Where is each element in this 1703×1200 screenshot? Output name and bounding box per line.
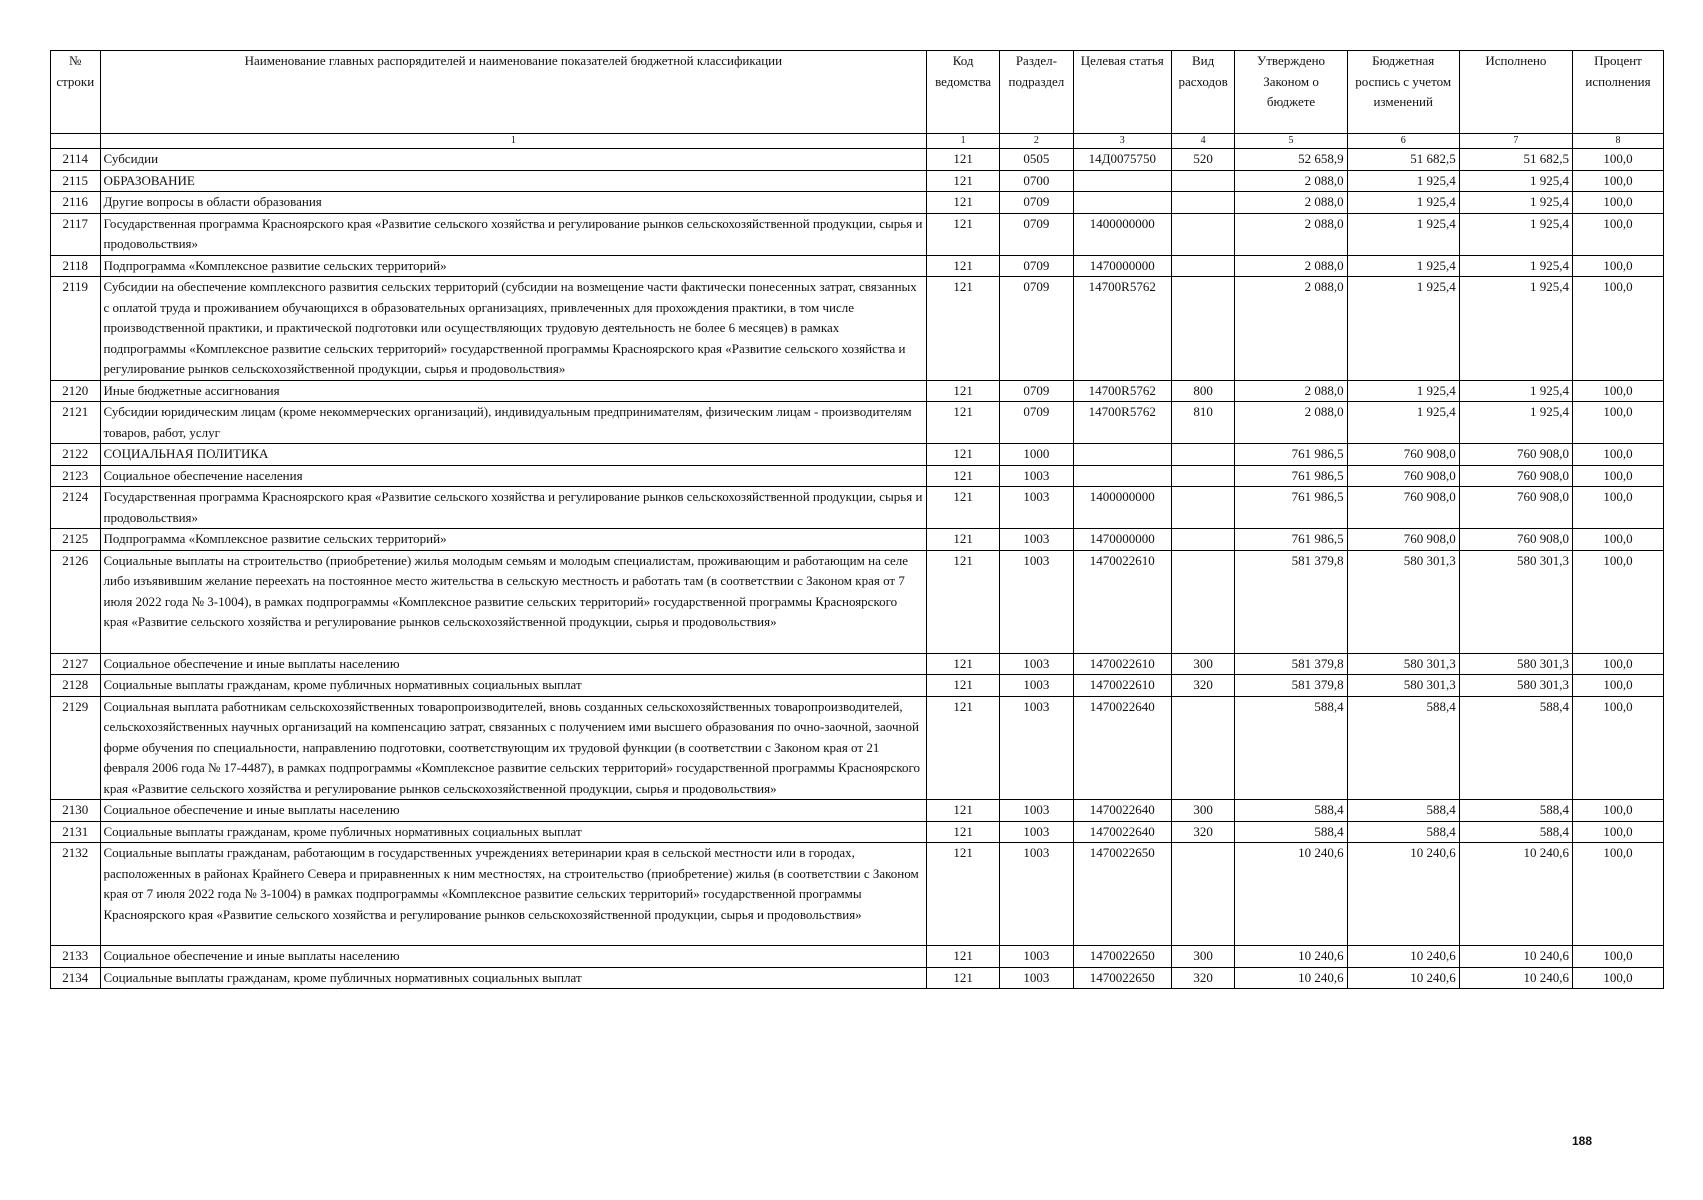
column-number: 1 [100, 134, 927, 149]
approved-amount-cell: 2 088,0 [1235, 402, 1347, 444]
executed-amount-cell: 1 925,4 [1459, 402, 1572, 444]
schedule-amount-cell: 1 925,4 [1347, 402, 1459, 444]
schedule-amount-cell: 1 925,4 [1347, 380, 1459, 402]
schedule-amount-cell: 1 925,4 [1347, 277, 1459, 381]
target-article-cell: 1400000000 [1073, 213, 1171, 255]
executed-amount-cell: 1 925,4 [1459, 213, 1572, 255]
executed-amount-cell: 588,4 [1459, 696, 1572, 800]
schedule-amount-cell: 760 908,0 [1347, 444, 1459, 466]
name-cell: Социальное обеспечение и иные выплаты населению [100, 653, 927, 675]
executed-amount-cell: 580 301,3 [1459, 550, 1572, 653]
section-code-cell: 1003 [999, 550, 1073, 653]
section-code-cell: 1003 [999, 696, 1073, 800]
header-approved: Утверждено Законом о бюджете [1235, 51, 1347, 134]
percent-cell: 100,0 [1572, 277, 1663, 381]
table-body [51, 149, 1664, 989]
column-number: 5 [1235, 134, 1347, 149]
expense-type-cell [1171, 192, 1235, 214]
expense-type-cell: 320 [1171, 821, 1235, 843]
target-article-cell [1073, 465, 1171, 487]
percent-cell: 100,0 [1572, 444, 1663, 466]
target-article-cell: 1470022650 [1073, 843, 1171, 946]
schedule-amount-cell: 1 925,4 [1347, 192, 1459, 214]
expense-type-cell: 300 [1171, 946, 1235, 968]
executed-amount-cell: 760 908,0 [1459, 487, 1572, 529]
department-code-cell: 121 [927, 821, 1000, 843]
department-code-cell: 121 [927, 487, 1000, 529]
name-cell: Социальное обеспечение и иные выплаты населению [100, 800, 927, 822]
approved-amount-cell: 761 986,5 [1235, 465, 1347, 487]
approved-amount-cell: 761 986,5 [1235, 487, 1347, 529]
name-cell: Социальная выплата работникам сельскохозяйственных товаропроизводителей, вновь созданных сельскохозяйственных товаропроизводителей, сельскохозяйственных научных организаций на компенсацию затрат, связанных с получением ими высшего образования по очно-заочной, заочной форме обучения по специальности, направлению подготовки, соответствующим их трудовой функции (в соответствии с Законом края от 21 февраля 2006 года № 17-4487), в рамках подпрограммы «Комплексное развитие сельских территорий» государственной программы Красноярского края «Развитие сельского хозяйства и регулирование рынков сельскохозяйственной продукции, сырья и продовольствия» [100, 696, 927, 800]
percent-cell: 100,0 [1572, 402, 1663, 444]
name-cell: Подпрограмма «Комплексное развитие сельских территорий» [100, 255, 927, 277]
expense-type-cell: 320 [1171, 675, 1235, 697]
executed-amount-cell: 10 240,6 [1459, 843, 1572, 946]
name-cell: Социальное обеспечение и иные выплаты населению [100, 946, 927, 968]
section-code-cell: 1003 [999, 653, 1073, 675]
expense-type-cell: 810 [1171, 402, 1235, 444]
expense-type-cell [1171, 255, 1235, 277]
header-department-code: Код ведомства [927, 51, 1000, 134]
column-number: 1 [927, 134, 1000, 149]
target-article-cell: 1470000000 [1073, 255, 1171, 277]
expense-type-cell [1171, 550, 1235, 653]
approved-amount-cell: 2 088,0 [1235, 192, 1347, 214]
executed-amount-cell: 588,4 [1459, 800, 1572, 822]
table-row [51, 967, 1664, 989]
row-number-cell: 2115 [51, 170, 101, 192]
department-code-cell: 121 [927, 277, 1000, 381]
header-expense-type: Вид расходов [1171, 51, 1235, 134]
percent-cell: 100,0 [1572, 213, 1663, 255]
department-code-cell: 121 [927, 213, 1000, 255]
expense-type-cell: 300 [1171, 653, 1235, 675]
row-number-cell: 2120 [51, 380, 101, 402]
section-code-cell: 1003 [999, 821, 1073, 843]
section-code-cell: 1003 [999, 946, 1073, 968]
section-code-cell: 0709 [999, 192, 1073, 214]
target-article-cell: 14Д0075750 [1073, 149, 1171, 171]
approved-amount-cell: 761 986,5 [1235, 444, 1347, 466]
expense-type-cell: 520 [1171, 149, 1235, 171]
name-cell: Социальное обеспечение населения [100, 465, 927, 487]
percent-cell: 100,0 [1572, 487, 1663, 529]
expense-type-cell: 300 [1171, 800, 1235, 822]
department-code-cell: 121 [927, 465, 1000, 487]
column-number [51, 134, 101, 149]
expense-type-cell: 800 [1171, 380, 1235, 402]
header-name: Наименование главных распорядителей и наименование показателей бюджетной классификации [100, 51, 927, 134]
target-article-cell: 14700R5762 [1073, 380, 1171, 402]
schedule-amount-cell: 580 301,3 [1347, 653, 1459, 675]
schedule-amount-cell: 760 908,0 [1347, 487, 1459, 529]
department-code-cell: 121 [927, 192, 1000, 214]
name-cell: Иные бюджетные ассигнования [100, 380, 927, 402]
expense-type-cell [1171, 529, 1235, 551]
table-row [51, 277, 1664, 381]
schedule-amount-cell: 10 240,6 [1347, 967, 1459, 989]
column-number: 8 [1572, 134, 1663, 149]
target-article-cell: 1470022610 [1073, 675, 1171, 697]
percent-cell: 100,0 [1572, 843, 1663, 946]
row-number-cell: 2133 [51, 946, 101, 968]
row-number-cell: 2127 [51, 653, 101, 675]
percent-cell: 100,0 [1572, 465, 1663, 487]
executed-amount-cell: 1 925,4 [1459, 192, 1572, 214]
executed-amount-cell: 1 925,4 [1459, 277, 1572, 381]
column-number: 3 [1073, 134, 1171, 149]
executed-amount-cell: 10 240,6 [1459, 946, 1572, 968]
table-row [51, 843, 1664, 946]
section-code-cell: 0709 [999, 255, 1073, 277]
approved-amount-cell: 2 088,0 [1235, 380, 1347, 402]
table-row [51, 213, 1664, 255]
row-number-cell: 2114 [51, 149, 101, 171]
department-code-cell: 121 [927, 550, 1000, 653]
budget-document [50, 50, 1664, 989]
name-cell: Социальные выплаты гражданам, работающим в государственных учреждениях ветеринарии края в сельской местности или в городах, расположенных в районах Крайнего Севера и приравненных к ним местностях, на строительство (приобретение) жилья (в соответствии с Законом края от 7 июля 2022 года № 3-1004) в рамках подпрограммы «Комплексное развитие сельских территорий» государственной программы Красноярского края «Развитие сельского хозяйства и регулирование рынков сельскохозяйственной продукции, сырья и продовольствия» [100, 843, 927, 946]
table-row [51, 192, 1664, 214]
header-percent: Процент исполнения [1572, 51, 1663, 134]
schedule-amount-cell: 1 925,4 [1347, 213, 1459, 255]
section-code-cell: 1003 [999, 675, 1073, 697]
executed-amount-cell: 760 908,0 [1459, 444, 1572, 466]
department-code-cell: 121 [927, 380, 1000, 402]
target-article-cell [1073, 192, 1171, 214]
percent-cell: 100,0 [1572, 821, 1663, 843]
target-article-cell: 1470022650 [1073, 946, 1171, 968]
department-code-cell: 121 [927, 696, 1000, 800]
department-code-cell: 121 [927, 843, 1000, 946]
section-code-cell: 1000 [999, 444, 1073, 466]
target-article-cell: 1470022640 [1073, 800, 1171, 822]
name-cell: Социальные выплаты гражданам, кроме публичных нормативных социальных выплат [100, 967, 927, 989]
row-number-cell: 2119 [51, 277, 101, 381]
column-number: 4 [1171, 134, 1235, 149]
expense-type-cell: 320 [1171, 967, 1235, 989]
department-code-cell: 121 [927, 255, 1000, 277]
approved-amount-cell: 581 379,8 [1235, 550, 1347, 653]
table-row [51, 550, 1664, 653]
schedule-amount-cell: 580 301,3 [1347, 550, 1459, 653]
row-number-cell: 2134 [51, 967, 101, 989]
section-code-cell: 0505 [999, 149, 1073, 171]
table-row [51, 255, 1664, 277]
section-code-cell: 0700 [999, 170, 1073, 192]
table-row [51, 149, 1664, 171]
executed-amount-cell: 1 925,4 [1459, 255, 1572, 277]
expense-type-cell [1171, 213, 1235, 255]
section-code-cell: 1003 [999, 487, 1073, 529]
approved-amount-cell: 581 379,8 [1235, 653, 1347, 675]
section-code-cell: 1003 [999, 967, 1073, 989]
table-row [51, 696, 1664, 800]
section-code-cell: 1003 [999, 800, 1073, 822]
header-target-article: Целевая статья [1073, 51, 1171, 134]
expense-type-cell [1171, 465, 1235, 487]
target-article-cell: 1470022610 [1073, 653, 1171, 675]
schedule-amount-cell: 588,4 [1347, 821, 1459, 843]
department-code-cell: 121 [927, 675, 1000, 697]
name-cell: Субсидии на обеспечение комплексного развития сельских территорий (субсидии на возмещение части фактически понесенных затрат, связанных с оплатой труда и проживанием обучающихся в образовательных организациях, привлеченных для прохождения практики, в том числе производственной практики, и практической подготовки или осуществляющих трудовую деятельность не более 6 месяцев) в рамках подпрограммы «Комплексное развитие сельских территорий» государственной программы Красноярского края «Развитие сельского хозяйства и регулирование рынков сельскохозяйственной продукции, сырья и продовольствия» [100, 277, 927, 381]
approved-amount-cell: 2 088,0 [1235, 277, 1347, 381]
department-code-cell: 121 [927, 149, 1000, 171]
percent-cell: 100,0 [1572, 653, 1663, 675]
expense-type-cell [1171, 696, 1235, 800]
percent-cell: 100,0 [1572, 967, 1663, 989]
approved-amount-cell: 10 240,6 [1235, 967, 1347, 989]
target-article-cell [1073, 170, 1171, 192]
executed-amount-cell: 1 925,4 [1459, 380, 1572, 402]
table-row [51, 444, 1664, 466]
row-number-cell: 2129 [51, 696, 101, 800]
section-code-cell: 0709 [999, 402, 1073, 444]
section-code-cell: 1003 [999, 465, 1073, 487]
schedule-amount-cell: 580 301,3 [1347, 675, 1459, 697]
schedule-amount-cell: 51 682,5 [1347, 149, 1459, 171]
approved-amount-cell: 2 088,0 [1235, 170, 1347, 192]
table-row [51, 675, 1664, 697]
executed-amount-cell: 10 240,6 [1459, 967, 1572, 989]
schedule-amount-cell: 10 240,6 [1347, 946, 1459, 968]
percent-cell: 100,0 [1572, 380, 1663, 402]
target-article-cell: 1470000000 [1073, 529, 1171, 551]
schedule-amount-cell: 588,4 [1347, 696, 1459, 800]
target-article-cell: 14700R5762 [1073, 402, 1171, 444]
table-row [51, 946, 1664, 968]
executed-amount-cell: 1 925,4 [1459, 170, 1572, 192]
row-number-cell: 2126 [51, 550, 101, 653]
department-code-cell: 121 [927, 946, 1000, 968]
executed-amount-cell: 760 908,0 [1459, 465, 1572, 487]
percent-cell: 100,0 [1572, 149, 1663, 171]
name-cell: Другие вопросы в области образования [100, 192, 927, 214]
row-number-cell: 2116 [51, 192, 101, 214]
header-budget-schedule: Бюджетная роспись с учетом изменений [1347, 51, 1459, 134]
percent-cell: 100,0 [1572, 675, 1663, 697]
section-code-cell: 1003 [999, 529, 1073, 551]
header-row-number: № строки [51, 51, 101, 134]
approved-amount-cell: 2 088,0 [1235, 255, 1347, 277]
section-code-cell: 0709 [999, 277, 1073, 381]
expense-type-cell [1171, 277, 1235, 381]
target-article-cell: 1470022640 [1073, 696, 1171, 800]
row-number-cell: 2131 [51, 821, 101, 843]
executed-amount-cell: 760 908,0 [1459, 529, 1572, 551]
name-cell: Государственная программа Красноярского края «Развитие сельского хозяйства и регулирование рынков сельскохозяйственной продукции, сырья и продовольствия» [100, 213, 927, 255]
department-code-cell: 121 [927, 444, 1000, 466]
department-code-cell: 121 [927, 529, 1000, 551]
row-number-cell: 2132 [51, 843, 101, 946]
schedule-amount-cell: 1 925,4 [1347, 170, 1459, 192]
table-row [51, 800, 1664, 822]
approved-amount-cell: 588,4 [1235, 821, 1347, 843]
name-cell: Социальные выплаты гражданам, кроме публичных нормативных социальных выплат [100, 821, 927, 843]
table-row [51, 402, 1664, 444]
schedule-amount-cell: 760 908,0 [1347, 465, 1459, 487]
expense-type-cell [1171, 843, 1235, 946]
percent-cell: 100,0 [1572, 550, 1663, 653]
percent-cell: 100,0 [1572, 192, 1663, 214]
percent-cell: 100,0 [1572, 529, 1663, 551]
header-section: Раздел-подраздел [999, 51, 1073, 134]
target-article-cell [1073, 444, 1171, 466]
table-row [51, 529, 1664, 551]
table-row [51, 380, 1664, 402]
name-cell: ОБРАЗОВАНИЕ [100, 170, 927, 192]
department-code-cell: 121 [927, 653, 1000, 675]
row-number-cell: 2118 [51, 255, 101, 277]
name-cell: Субсидии [100, 149, 927, 171]
row-number-cell: 2122 [51, 444, 101, 466]
percent-cell: 100,0 [1572, 170, 1663, 192]
column-number: 7 [1459, 134, 1572, 149]
target-article-cell: 1470022640 [1073, 821, 1171, 843]
schedule-amount-cell: 10 240,6 [1347, 843, 1459, 946]
percent-cell: 100,0 [1572, 946, 1663, 968]
budget-table [50, 50, 1664, 989]
department-code-cell: 121 [927, 800, 1000, 822]
percent-cell: 100,0 [1572, 255, 1663, 277]
row-number-cell: 2124 [51, 487, 101, 529]
table-row [51, 170, 1664, 192]
name-cell: Подпрограмма «Комплексное развитие сельских территорий» [100, 529, 927, 551]
approved-amount-cell: 581 379,8 [1235, 675, 1347, 697]
row-number-cell: 2130 [51, 800, 101, 822]
table-row [51, 821, 1664, 843]
column-number: 2 [999, 134, 1073, 149]
target-article-cell: 1470022650 [1073, 967, 1171, 989]
approved-amount-cell: 10 240,6 [1235, 843, 1347, 946]
row-number-cell: 2125 [51, 529, 101, 551]
name-cell: Социальные выплаты на строительство (приобретение) жилья молодым семьям и молодым специалистам, проживающим и работающим на селе либо изъявившим желание переехать на постоянное место жительства в сельскую местность и работать там (в соответствии с Законом края от 7 июля 2022 года № 3-1004), в рамках подпрограммы «Комплексное развитие сельских территорий» государственной программы Красноярского края «Развитие сельского хозяйства и регулирование рынков сельскохозяйственной продукции, сырья и продовольствия» [100, 550, 927, 653]
department-code-cell: 121 [927, 402, 1000, 444]
expense-type-cell [1171, 444, 1235, 466]
table-row [51, 653, 1664, 675]
column-number: 6 [1347, 134, 1459, 149]
executed-amount-cell: 588,4 [1459, 821, 1572, 843]
approved-amount-cell: 10 240,6 [1235, 946, 1347, 968]
executed-amount-cell: 51 682,5 [1459, 149, 1572, 171]
schedule-amount-cell: 588,4 [1347, 800, 1459, 822]
name-cell: Субсидии юридическим лицам (кроме некоммерческих организаций), индивидуальным предпринимателям, физическим лицам - производителям товаров, работ, услуг [100, 402, 927, 444]
approved-amount-cell: 52 658,9 [1235, 149, 1347, 171]
schedule-amount-cell: 760 908,0 [1347, 529, 1459, 551]
row-number-cell: 2123 [51, 465, 101, 487]
executed-amount-cell: 580 301,3 [1459, 675, 1572, 697]
executed-amount-cell: 580 301,3 [1459, 653, 1572, 675]
row-number-cell: 2128 [51, 675, 101, 697]
target-article-cell: 1470022610 [1073, 550, 1171, 653]
approved-amount-cell: 761 986,5 [1235, 529, 1347, 551]
section-code-cell: 0709 [999, 213, 1073, 255]
section-code-cell: 1003 [999, 843, 1073, 946]
percent-cell: 100,0 [1572, 696, 1663, 800]
table-row [51, 487, 1664, 529]
department-code-cell: 121 [927, 967, 1000, 989]
header-row [51, 51, 1664, 134]
name-cell: Государственная программа Красноярского края «Развитие сельского хозяйства и регулирование рынков сельскохозяйственной продукции, сырья и продовольствия» [100, 487, 927, 529]
approved-amount-cell: 588,4 [1235, 696, 1347, 800]
expense-type-cell [1171, 170, 1235, 192]
name-cell: Социальные выплаты гражданам, кроме публичных нормативных социальных выплат [100, 675, 927, 697]
target-article-cell: 14700R5762 [1073, 277, 1171, 381]
approved-amount-cell: 588,4 [1235, 800, 1347, 822]
department-code-cell: 121 [927, 170, 1000, 192]
percent-cell: 100,0 [1572, 800, 1663, 822]
target-article-cell: 1400000000 [1073, 487, 1171, 529]
column-number-row [51, 134, 1664, 149]
name-cell: СОЦИАЛЬНАЯ ПОЛИТИКА [100, 444, 927, 466]
expense-type-cell [1171, 487, 1235, 529]
row-number-cell: 2121 [51, 402, 101, 444]
table-row [51, 465, 1664, 487]
schedule-amount-cell: 1 925,4 [1347, 255, 1459, 277]
section-code-cell: 0709 [999, 380, 1073, 402]
header-executed: Исполнено [1459, 51, 1572, 134]
page-number: 188 [1572, 1134, 1593, 1148]
approved-amount-cell: 2 088,0 [1235, 213, 1347, 255]
row-number-cell: 2117 [51, 213, 101, 255]
